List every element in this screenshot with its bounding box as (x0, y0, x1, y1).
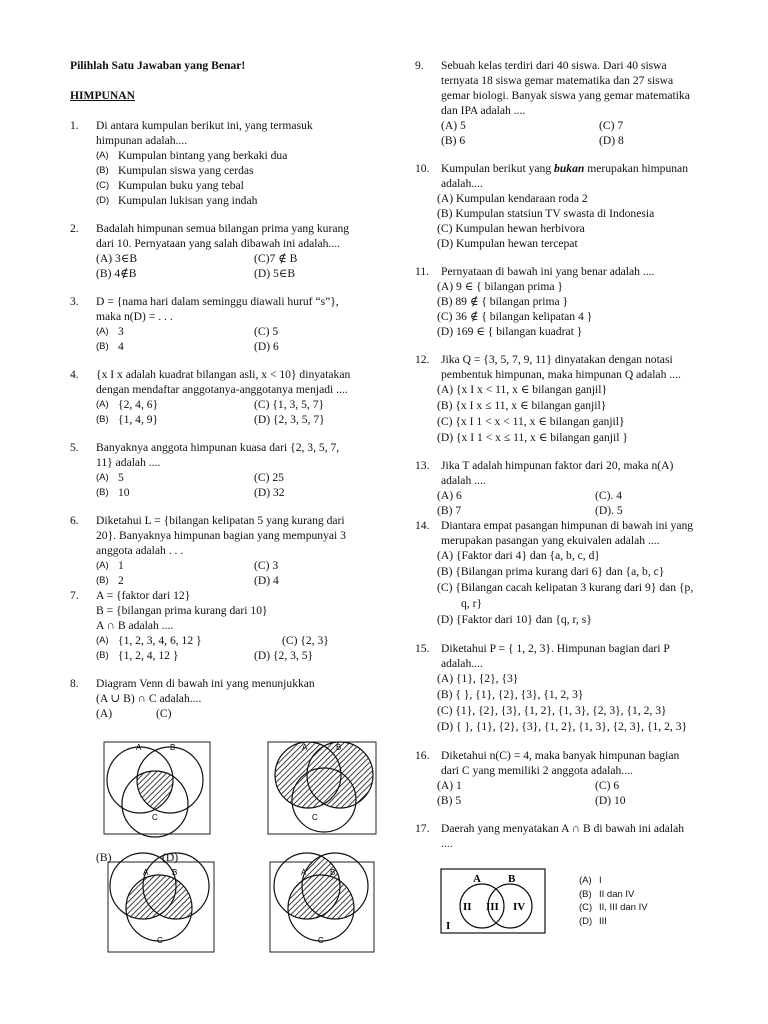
question-text: D = {nama hari dalam seminggu diawali huruf “s”}, (96, 295, 339, 308)
question-15-options (437, 671, 715, 735)
option-text: Kumpulan lukisan yang indah (118, 194, 258, 207)
option-c[interactable]: (C) 6 (595, 779, 620, 792)
option-letter: (A) (96, 399, 109, 410)
right-column (415, 58, 715, 851)
venn-option-c[interactable] (268, 742, 376, 834)
option-b[interactable] (579, 888, 648, 902)
question-text: Diketahui P = { 1, 2, 3}. Himpunan bagian dari P (441, 642, 670, 655)
question-number: 3. (70, 295, 79, 308)
option-b[interactable]: (B) 6 (441, 134, 466, 147)
option-d[interactable]: (D) Kumpulan hewan tercepat (437, 237, 578, 250)
question-text: Sebuah kelas terdiri dari 40 siswa. Dari 40 siswa (441, 59, 667, 72)
question-number: 4. (70, 368, 79, 381)
question-number: 1. (70, 119, 79, 132)
question-13 (415, 458, 715, 488)
option-b[interactable]: (B) 5 (437, 794, 462, 807)
question-17-options (579, 874, 648, 928)
question-text: dengan mendaftar anggotanya-anggotanya menjadi .... (96, 383, 348, 396)
option-b[interactable]: (B) 7 (437, 504, 462, 517)
question-text: adalah .... (441, 474, 486, 487)
question-number: 15. (415, 642, 430, 655)
option-c[interactable]: (C). 4 (595, 489, 623, 502)
option-text: Kumpulan siswa yang cerdas (118, 164, 254, 177)
question-text (441, 161, 715, 176)
option-letter: (B) (96, 341, 109, 352)
option-c[interactable]: (C) {Bilangan cacah kelipatan 3 kurang dari 9} dan {p, (437, 581, 694, 594)
option-a[interactable]: (A) {Faktor dari 4} dan {a, b, c, d} (437, 549, 600, 562)
question-text: Pernyataan di bawah ini yang benar adalah .... (441, 265, 655, 278)
question-number: 6. (70, 514, 79, 527)
option-letter: (B) (96, 575, 109, 586)
option-letter: (A) (96, 472, 109, 483)
option-letter: (A) (96, 150, 109, 161)
set-label-a: A (301, 868, 307, 877)
question-9 (415, 58, 715, 148)
option-c-continued: q, r} (461, 597, 483, 610)
option-text: 2 (118, 574, 124, 587)
option-letter: (A) (96, 635, 109, 646)
question-text: maka n(D) = . . . (96, 310, 173, 323)
option-text: {2, 4, 6} (118, 398, 159, 411)
question-text: anggota adalah . . . (96, 544, 184, 557)
venn-diagram-q17 (440, 868, 550, 938)
instruction-title: Pilihlah Satu Jawaban yang Benar! (70, 59, 246, 72)
option-a[interactable]: (A) {1}, {2}, {3} (437, 672, 519, 685)
question-text: adalah.... (441, 177, 483, 190)
option-letter: (B) (96, 487, 109, 498)
option-b[interactable]: (B) { }, {1}, {2}, {3}, {1, 2, 3} (437, 688, 584, 701)
option-a[interactable]: (A) 9 ∈ { bilangan prima } (437, 280, 563, 293)
question-text: Diagram Venn di bawah ini yang menunjukkan (96, 677, 315, 690)
question-number: 17. (415, 822, 430, 835)
option-c[interactable]: (C) 25 (254, 471, 284, 484)
question-number: 12. (415, 353, 430, 366)
question-text: .... (441, 837, 453, 850)
option-c[interactable]: (C) Kumpulan hewan herbivora (437, 222, 585, 235)
option-text: {1, 2, 4, 12 } (118, 649, 179, 662)
option-c[interactable]: (C) 7 (599, 119, 624, 132)
question-text: ternyata 18 siswa gemar matematika dan 27 siswa (441, 74, 674, 87)
set-label-b: B (170, 743, 176, 752)
option-c[interactable]: (C) {x I 1 < x < 11, x ∈ bilangan ganjil} (437, 415, 625, 428)
question-text: Daerah yang menyatakan A ∩ B di bawah ini adalah (441, 822, 685, 835)
question-17 (415, 821, 715, 851)
option-d[interactable]: (D) {2, 3, 5, 7} (254, 413, 325, 426)
option-letter: (C) (579, 902, 593, 913)
option-d[interactable]: (D) 4 (254, 574, 279, 587)
option-c[interactable] (579, 901, 648, 915)
set-label-c: C (157, 936, 163, 945)
question-10 (415, 161, 715, 191)
option-text: II, III dan IV (599, 902, 648, 913)
question-text: A ∩ B adalah .... (96, 619, 174, 632)
option-b[interactable]: (B) 4∉B (96, 267, 137, 280)
question-text: Jika Q = {3, 5, 7, 9, 11} dinyatakan dengan notasi (441, 353, 673, 366)
question-14 (415, 518, 715, 548)
option-letter: (A) (96, 560, 109, 571)
question-text: 11} adalah .... (96, 456, 161, 469)
region-label-3: III (486, 901, 499, 913)
question-12-options (437, 382, 715, 446)
option-c-label[interactable]: (C) (156, 707, 172, 720)
option-text: Kumpulan buku yang tebal (118, 179, 244, 192)
emphasis-word: bukan (554, 162, 585, 175)
option-d[interactable]: (D) 10 (595, 794, 626, 807)
question-number: 9. (415, 59, 424, 72)
question-number: 8. (70, 677, 79, 690)
option-a[interactable]: (A) 1 (437, 779, 462, 792)
set-label-a: A (302, 743, 308, 752)
option-a[interactable] (579, 874, 648, 888)
question-number: 14. (415, 519, 430, 532)
question-text: 20}. Banyaknya himpunan bagian yang mempunyai 3 (96, 529, 346, 542)
option-letter: (A) (96, 326, 109, 337)
question-10-options (437, 191, 715, 251)
venn-option-b[interactable] (108, 853, 214, 952)
option-letter: (A) (579, 875, 592, 886)
set-label-b: B (330, 868, 336, 877)
option-text: 4 (118, 340, 124, 353)
option-b-label[interactable]: (B) (96, 851, 112, 864)
option-letter: (D) (579, 915, 593, 927)
option-a[interactable]: (A) 3∈B (96, 252, 138, 265)
option-letter: (D) (96, 195, 110, 206)
option-a-label[interactable]: (A) (96, 707, 113, 720)
question-text: Diantara empat pasangan himpunan di bawah ini yang (441, 519, 694, 532)
option-b[interactable]: (B) 89 ∉ { bilangan prima } (437, 295, 569, 308)
option-d[interactable]: (D) 8 (599, 134, 624, 147)
option-text: III (599, 915, 607, 927)
option-d[interactable]: (D) 32 (254, 486, 285, 499)
set-label-b: B (336, 743, 342, 752)
question-number: 13. (415, 459, 430, 472)
question-text: dari C yang memiliki 2 anggota adalah.... (441, 764, 633, 777)
question-number: 11. (415, 265, 430, 278)
option-d[interactable]: (D) 169 ∈ { bilangan kuadrat } (437, 325, 583, 338)
set-label-a: A (136, 743, 142, 752)
set-label-c: C (152, 813, 158, 822)
option-c[interactable]: (C)7 ∉ B (254, 252, 298, 265)
option-text: {1, 4, 9} (118, 413, 159, 426)
option-a[interactable]: (A) 6 (437, 489, 462, 502)
question-15 (415, 641, 715, 671)
option-c[interactable]: (C) 5 (254, 325, 279, 338)
question-text: A = {faktor dari 12} (96, 589, 191, 602)
option-d[interactable] (579, 915, 648, 929)
option-letter: (B) (579, 888, 592, 900)
question-text-part: Kumpulan berikut yang (441, 162, 555, 175)
set-label-b: B (508, 873, 516, 885)
option-d[interactable]: (D) {Faktor dari 10} dan {q, r, s} (437, 613, 592, 626)
question-text: (A ∪ B) ∩ C adalah.... (96, 692, 202, 705)
q8-lower-labels (96, 850, 178, 865)
option-a[interactable]: (A) Kumpulan kendaraan roda 2 (437, 192, 588, 205)
question-text: gemar biologi. Banyak siswa yang gemar matematika (441, 89, 690, 102)
question-text: dan IPA adalah .... (441, 104, 526, 117)
question-16-options (437, 778, 715, 808)
question-13-options (437, 488, 715, 518)
question-number: 10. (415, 162, 430, 175)
option-a[interactable]: (A) 5 (441, 119, 466, 132)
question-11 (415, 264, 715, 279)
option-a[interactable]: (A) {x I x < 11, x ∈ bilangan ganjil} (437, 383, 608, 396)
question-text: Diketahui L = {bilangan kelipatan 5 yang kurang dari (96, 514, 345, 527)
option-c[interactable]: (C) {1, 3, 5, 7} (254, 398, 325, 411)
section-title: HIMPUNAN (70, 89, 136, 102)
question-text: merupakan pasangan yang ekuivalen adalah .... (441, 534, 660, 547)
question-number: 5. (70, 441, 79, 454)
option-d[interactable]: (D) { }, {1}, {2}, {3}, {1, 2}, {1, 3}, {2, 3}, {1, 2, 3} (437, 720, 688, 733)
question-text: adalah.... (441, 657, 483, 670)
question-text: dari 10. Pernyataan yang salah dibawah ini adalah.... (96, 237, 341, 250)
question-text: Banyaknya anggota himpunan kuasa dari {2, 3, 5, 7, (96, 441, 340, 454)
option-d-label[interactable]: (D) (162, 851, 179, 864)
option-letter: (B) (96, 414, 109, 425)
option-d[interactable]: (D). 5 (595, 504, 623, 517)
region-label-2: II (463, 901, 472, 913)
region-label-4: IV (513, 901, 526, 913)
option-text: 3 (118, 325, 124, 338)
question-12 (415, 352, 715, 382)
option-c[interactable]: (C) 36 ∉ { bilangan kelipatan 4 } (437, 310, 593, 323)
question-number: 16. (415, 749, 430, 762)
option-c[interactable]: (C) {1}, {2}, {3}, {1, 2}, {1, 3}, {2, 3}, {1, 2, 3} (437, 704, 667, 717)
venn-option-d[interactable] (270, 853, 374, 952)
option-letter: (B) (96, 650, 109, 661)
question-16 (415, 748, 715, 778)
option-d[interactable]: (D) {2, 3, 5} (254, 649, 314, 662)
question-text: B = {bilangan prima kurang dari 10} (96, 604, 268, 617)
option-text: {1, 2, 3, 4, 6, 12 } (118, 634, 202, 647)
option-d[interactable]: (D) 6 (254, 340, 279, 353)
question-text: Diketahui n(C) = 4, maka banyak himpunan bagian (441, 749, 680, 762)
question-text-part: merupakan himpunan (584, 162, 688, 175)
option-text: 1 (118, 559, 124, 572)
question-number: 2. (70, 222, 79, 235)
question-text: himpunan adalah.... (96, 134, 188, 147)
option-c[interactable]: (C) 3 (254, 559, 279, 572)
set-label-c: C (312, 813, 318, 822)
option-text: I (599, 875, 602, 886)
venn-option-a[interactable] (104, 742, 210, 837)
option-b[interactable]: (B) Kumpulan statsiun TV swasta di Indonesia (437, 207, 655, 220)
question-text: Badalah himpunan semua bilangan prima yang kurang (96, 222, 350, 235)
option-letter: (C) (96, 180, 110, 191)
option-text: 10 (118, 486, 130, 499)
option-b[interactable]: (B) {x I x ≤ 11, x ∈ bilangan ganjil} (437, 399, 607, 412)
set-label-b: B (172, 868, 178, 877)
option-b[interactable]: (B) {Bilangan prima kurang dari 6} dan {a, b, c} (437, 565, 665, 578)
question-number: 7. (70, 589, 79, 602)
set-label-c: C (318, 936, 324, 945)
question-text: Jika T adalah himpunan faktor dari 20, maka n(A) (441, 459, 674, 472)
question-text: Di antara kumpulan berikut ini, yang termasuk (96, 119, 313, 132)
option-d[interactable]: (D) 5∈B (254, 267, 296, 280)
set-label-a: A (473, 873, 481, 885)
question-11-options (437, 279, 715, 339)
set-label-a: A (143, 868, 149, 877)
option-text: Kumpulan bintang yang berkaki dua (118, 149, 288, 162)
option-letter: (B) (96, 165, 109, 176)
region-label-1: I (446, 920, 451, 932)
option-c[interactable]: (C) {2, 3} (282, 634, 329, 647)
question-text: {x I x adalah kuadrat bilangan asli, x < 10} dinyatakan (96, 368, 351, 381)
option-text: II dan IV (599, 888, 635, 900)
question-text: pembentuk himpunan, maka himpunan Q adalah .... (441, 368, 681, 381)
option-text: 5 (118, 471, 124, 484)
question-14-options (437, 548, 715, 628)
option-d[interactable]: (D) {x I 1 < x ≤ 11, x ∈ bilangan ganjil } (437, 431, 628, 444)
